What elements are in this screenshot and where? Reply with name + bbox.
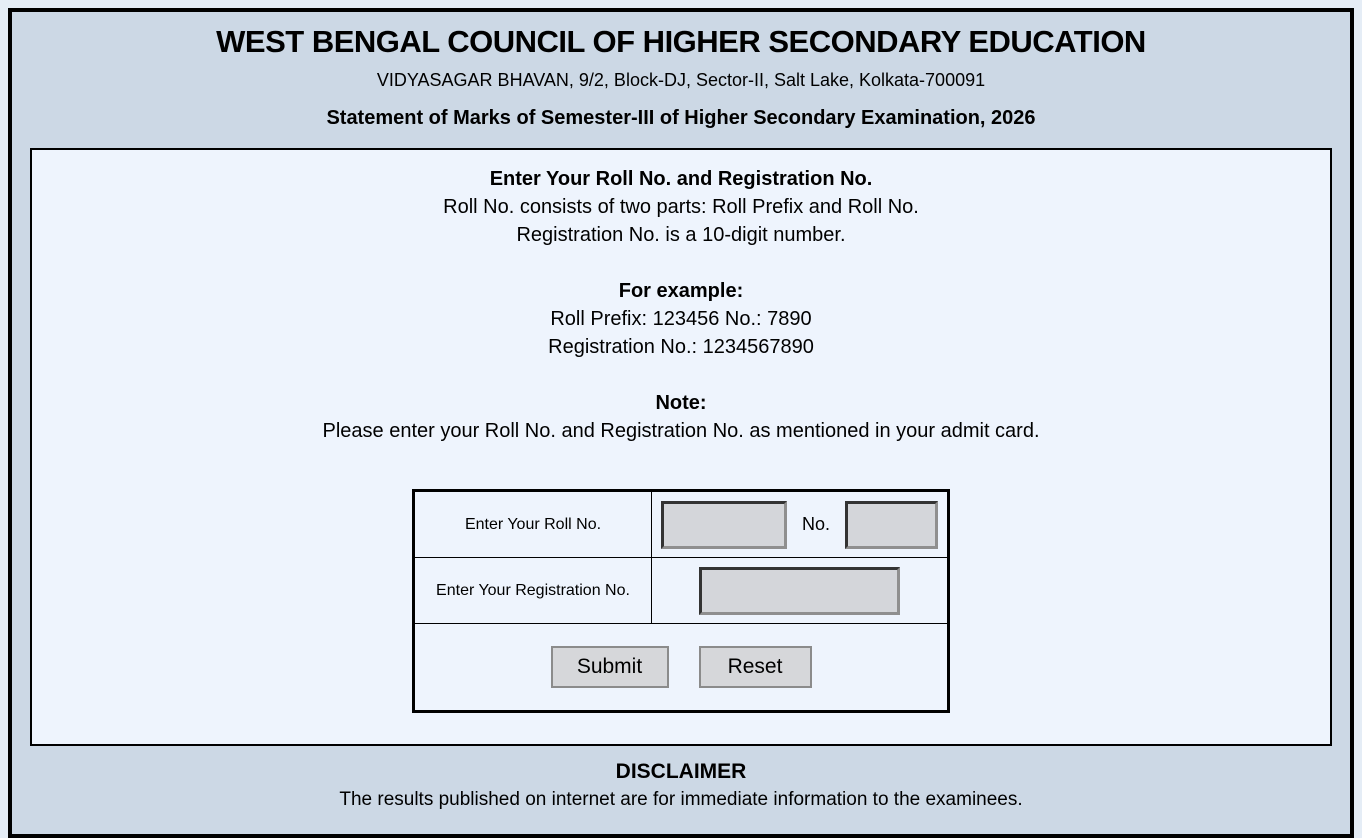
reset-button[interactable]: Reset — [699, 646, 812, 688]
form-buttons-row — [415, 624, 947, 710]
roll-number-field-cell — [652, 492, 947, 558]
roll-number-label: Enter Your Roll No. — [415, 492, 652, 558]
example-registration-line: Registration No.: 1234567890 — [548, 336, 814, 358]
example-heading: For example: — [618, 280, 744, 302]
registration-number-label: Enter Your Registration No. — [415, 558, 652, 624]
submit-button[interactable]: Submit — [551, 646, 669, 688]
council-title: WEST BENGAL COUNCIL OF HIGHER SECONDARY EDUCATION — [216, 24, 1146, 59]
roll-registration-form — [412, 489, 950, 713]
page-frame — [8, 8, 1354, 838]
council-address: VIDYASAGAR BHAVAN, 9/2, Block-DJ, Sector-II, Salt Lake, Kolkata-700091 — [376, 70, 986, 90]
registration-field-cell — [652, 558, 947, 624]
page-header — [12, 12, 1350, 129]
roll-no-input[interactable] — [845, 501, 938, 549]
instruction-line-2: Registration No. is a 10-digit number. — [516, 224, 846, 246]
registration-input[interactable] — [699, 567, 900, 615]
statement-title: Statement of Marks of Semester-III of Higher Secondary Examination, 2026 — [326, 107, 1036, 129]
example-roll-line: Roll Prefix: 123456 No.: 7890 — [550, 308, 812, 330]
disclaimer-text: The results published on internet are for immediate information to the examinees. — [339, 789, 1023, 810]
disclaimer-heading: DISCLAIMER — [615, 760, 747, 783]
disclaimer-section — [12, 760, 1350, 813]
instruction-heading: Enter Your Roll No. and Registration No. — [489, 168, 873, 190]
instruction-line-1: Roll No. consists of two parts: Roll Prefix and Roll No. — [443, 196, 919, 218]
spacer — [32, 361, 1330, 389]
note-line: Please enter your Roll No. and Registration No. as mentioned in your admit card. — [322, 420, 1040, 442]
spacer — [32, 249, 1330, 277]
instructions-panel — [30, 148, 1332, 746]
roll-prefix-input[interactable] — [661, 501, 787, 549]
note-heading: Note: — [655, 392, 707, 414]
roll-no-mid-label: No. — [801, 514, 830, 534]
